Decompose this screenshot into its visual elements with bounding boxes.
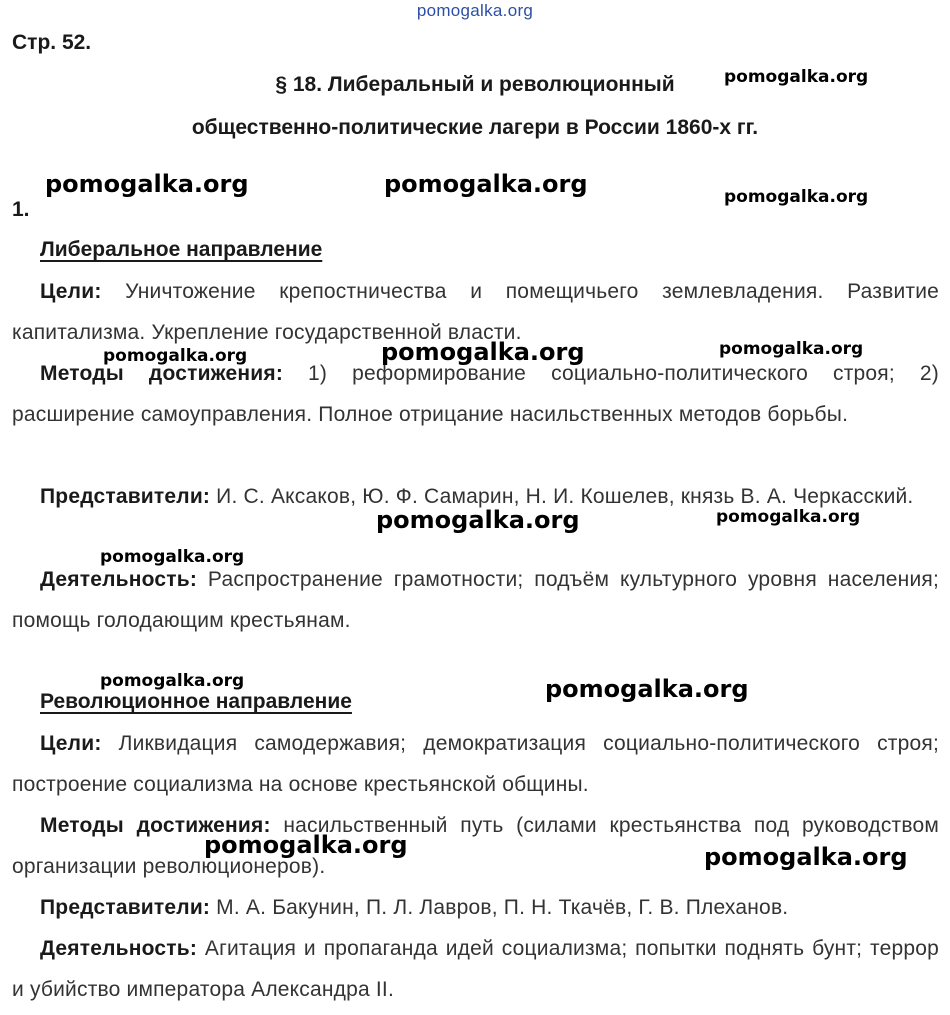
watermark: pomogalka.org xyxy=(384,170,588,198)
watermark: pomogalka.org xyxy=(724,187,869,207)
revolutionary-representatives xyxy=(12,887,939,928)
liberal-activity xyxy=(12,559,939,641)
section-title-line2: общественно-политические лагери в России 1860-х гг. xyxy=(191,116,759,139)
liberal-representatives-text: И. С. Аксаков, Ю. Ф. Самарин, Н. И. Кошелев, князь В. А. Черкасский. xyxy=(210,485,914,508)
liberal-methods-text: 1) реформирование социально-политического строя; 2) расширение самоуправления. Полное отрицание насильственных методов борьбы. xyxy=(12,362,939,426)
liberal-goals-text: Уничтожение крепостничества и помещичьего землевладения. Развитие капитализма. Укрепление государственной власти. xyxy=(12,280,939,344)
watermark: pomogalka.org xyxy=(381,338,585,366)
liberal-methods-label: Методы достижения: xyxy=(40,362,284,385)
watermark: pomogalka.org xyxy=(45,170,249,198)
revolutionary-goals-label: Цели: xyxy=(40,732,102,755)
revolutionary-goals xyxy=(12,723,939,805)
watermark: pomogalka.org xyxy=(724,67,869,87)
watermark: pomogalka.org xyxy=(719,339,864,359)
revolutionary-methods-text: насильственный путь (силами крестьянства под руководством организации революционеров). xyxy=(12,814,939,878)
liberal-activity-text: Распространение грамотности; подъём культурного уровня населения; помощь голодающим крестьянам. xyxy=(12,568,939,632)
watermark: pomogalka.org xyxy=(103,346,248,366)
site-label[interactable]: pomogalka.org xyxy=(416,1,534,20)
watermark: pomogalka.org xyxy=(704,843,908,871)
page-label: Стр. 52. xyxy=(12,31,92,54)
revolutionary-heading: Революционное направление xyxy=(40,690,352,713)
liberal-heading: Либеральное направление xyxy=(40,238,323,261)
revolutionary-representatives-text: М. А. Бакунин, П. Л. Лавров, П. Н. Ткачёв, Г. В. Плеханов. xyxy=(210,896,789,919)
revolutionary-goals-text: Ликвидация самодержавия; демократизация социально-политического строя; построение социализма на основе крестьянской общины. xyxy=(12,732,939,796)
revolutionary-activity-label: Деятельность: xyxy=(40,937,198,960)
liberal-activity-label: Деятельность: xyxy=(40,568,198,591)
liberal-representatives-label: Представители: xyxy=(40,485,211,508)
question-number: 1. xyxy=(12,198,30,221)
section-title-line1: § 18. Либеральный и революционный xyxy=(275,73,675,96)
watermark: pomogalka.org xyxy=(376,506,580,534)
revolutionary-activity-text: Агитация и пропаганда идей социализма; попытки поднять бунт; террор и убийство императора Александра II. xyxy=(12,937,939,1001)
revolutionary-activity xyxy=(12,928,939,1010)
watermark: pomogalka.org xyxy=(100,547,245,567)
liberal-goals-label: Цели: xyxy=(40,280,102,303)
watermark: pomogalka.org xyxy=(545,675,749,703)
watermark: pomogalka.org xyxy=(716,507,861,527)
revolutionary-methods-label: Методы достижения: xyxy=(40,814,271,837)
watermark: pomogalka.org xyxy=(100,671,245,691)
revolutionary-representatives-label: Представители: xyxy=(40,896,211,919)
watermark: pomogalka.org xyxy=(204,831,408,859)
